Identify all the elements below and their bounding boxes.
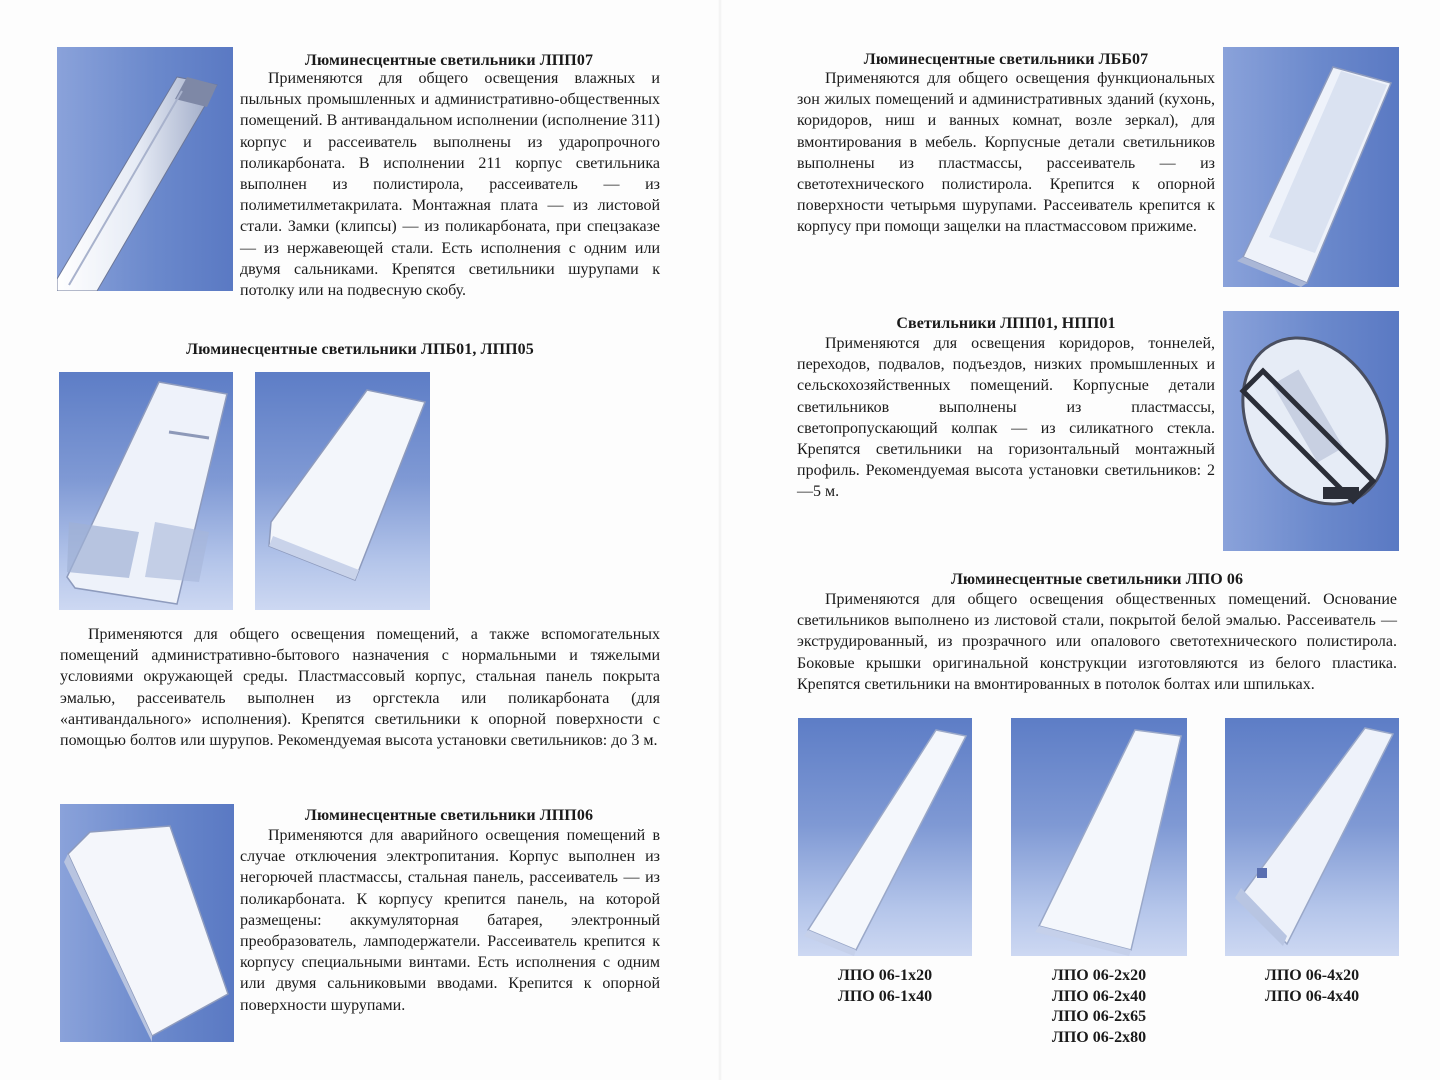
lpp06-text: Применяются для аварийного освещения помещений в случае отключения электропитания. Корпус выполнен из негорючей пластмассы, стальная панель, рассеиватель — из поликарбоната. К корпусу крепится панель, на которой размещены: аккумуляторная батарея, электронный преобразователь, ламподержатели. Рассеиватель крепится к корпусу специальными винтами. Есть исполнения с одним или двумя сальниковыми вводами. Крепится к опорной поверхности шурупами. bbox=[240, 827, 660, 1014]
lbb07-lamp-image bbox=[1223, 47, 1399, 287]
lpp01-text: Применяются для освещения коридоров, тоннелей, переходов, подвалов, подъездов, низких промышленных и сельскохозяйственных помещений. Корпусные детали светильников выполнены из пластмассы, светопропускающий колпак — из силикатного стекла. Крепятся светильники на горизонтальный монтажный профиль. Рекомендуемая высота установки светильников: 2—5 м. bbox=[797, 335, 1215, 501]
lpo06-lamp-image-3 bbox=[1225, 718, 1399, 956]
lpp06-photo bbox=[60, 804, 234, 1042]
model-label: ЛПО 06-2х80 bbox=[1051, 1028, 1147, 1046]
lpo06-lamp-image-2 bbox=[1011, 718, 1187, 956]
model-label: ЛПО 06-2х40 bbox=[1051, 987, 1147, 1005]
lpb01-lamp-image-1 bbox=[59, 372, 233, 610]
lpb01-photo-2 bbox=[255, 372, 430, 610]
lpo06-photo-3 bbox=[1225, 718, 1399, 956]
lpb01-title: Люминесцентные светильники ЛПБ01, ЛПП05 bbox=[186, 341, 534, 358]
lpp06-lamp-image bbox=[60, 804, 234, 1042]
lpp07-lamp-image bbox=[57, 47, 233, 291]
lpp07-photo bbox=[57, 47, 233, 291]
model-label: ЛПО 06-1х40 bbox=[837, 987, 933, 1005]
lbb07-title: Люминесцентные светильники ЛББ07 bbox=[863, 51, 1149, 68]
lpo06-title: Люминесцентные светильники ЛПО 06 bbox=[950, 571, 1244, 588]
lbb07-photo bbox=[1223, 47, 1399, 287]
lpo06-text: Применяются для общего освещения общественных помещений. Основание светильников выполнено из листовой стали, покрытой белой эмалью. Рассеиватель — экструдированный, из прозрачного или опалового светотехнического полистирола. Боковые крышки оригинальной конструкции изготовляются из белого пластика. Крепятся светильники на вмонтированных в потолок болтах или шпильках. bbox=[797, 591, 1397, 693]
model-label: ЛПО 06-4х20 bbox=[1264, 967, 1360, 984]
lpo06-photo-2 bbox=[1011, 718, 1187, 956]
lpb01-text: Применяются для общего освещения помещений, а также вспомогательных помещений административно-бытового назначения с нормальными и тяжелыми условиями окружающей среды. Пластмассовый корпус, стальная панель покрыта эмалью, рассеиватель выполнен из оргстекла или поликарбоната (для «антивандального» исполнения). Крепятся светильники к опорной поверхности с помощью болтов или шурупов. Рекомендуемая высота установки светильников: до 3 м. bbox=[60, 626, 660, 750]
lpo06-model-group-3 bbox=[1225, 966, 1399, 1007]
page-fold bbox=[718, 0, 722, 1080]
lpp07-title: Люминесцентные светильники ЛПП07 bbox=[304, 52, 594, 69]
model-label: ЛПО 06-1х20 bbox=[837, 967, 933, 984]
lbb07-text: Применяются для общего освещения функциональных зон жилых помещений и административных зданий (кухонь, коридоров, ниш и ванных комнат, возле зеркал), для вмонтирования в мебель. Корпусные детали светильников выполнены из пластмассы, рассеиватель — из светотехнического полистирола. Крепится к опорной поверхности четырьмя шурупами. Рассеиватель крепится к корпусу при помощи защелки на пластмассовом прижиме. bbox=[797, 70, 1215, 236]
model-label: ЛПО 06-4х40 bbox=[1264, 987, 1360, 1005]
lpo06-model-group-2 bbox=[1011, 966, 1187, 1048]
lpb01-lamp-image-2 bbox=[255, 372, 430, 610]
lpp01-photo bbox=[1223, 311, 1399, 551]
lpp01-title: Светильники ЛПП01, НПП01 bbox=[896, 315, 1116, 332]
lpo06-model-group-1 bbox=[798, 966, 972, 1007]
model-label: ЛПО 06-2х65 bbox=[1051, 1008, 1147, 1025]
lpp06-title: Люминесцентные светильники ЛПП06 bbox=[304, 807, 594, 824]
lpp07-text: Применяются для общего освещения влажных и пыльных промышленных и административно-общественных помещений. В антивандальном исполнении (исполнение 311) корпус и рассеиватель выполнены из ударопрочного поликарбоната. В исполнении 211 корпус светильника выполнен из полистирола, рассеиватель — из полиметилметакрилата. Монтажная плата — из листовой стали. Замки (клипсы) — из поликарбоната, при спецзаказе — из нержавеющей стали. Есть исполнения с одним или двумя сальниками. Крепятся светильники шурупами к потолку или на подвесную скобу. bbox=[240, 70, 660, 300]
model-label: ЛПО 06-2х20 bbox=[1051, 967, 1147, 984]
lpb01-photo-1 bbox=[59, 372, 233, 610]
lpp01-lamp-image bbox=[1223, 311, 1399, 551]
lpo06-lamp-image-1 bbox=[798, 718, 972, 956]
lpo06-photo-1 bbox=[798, 718, 972, 956]
